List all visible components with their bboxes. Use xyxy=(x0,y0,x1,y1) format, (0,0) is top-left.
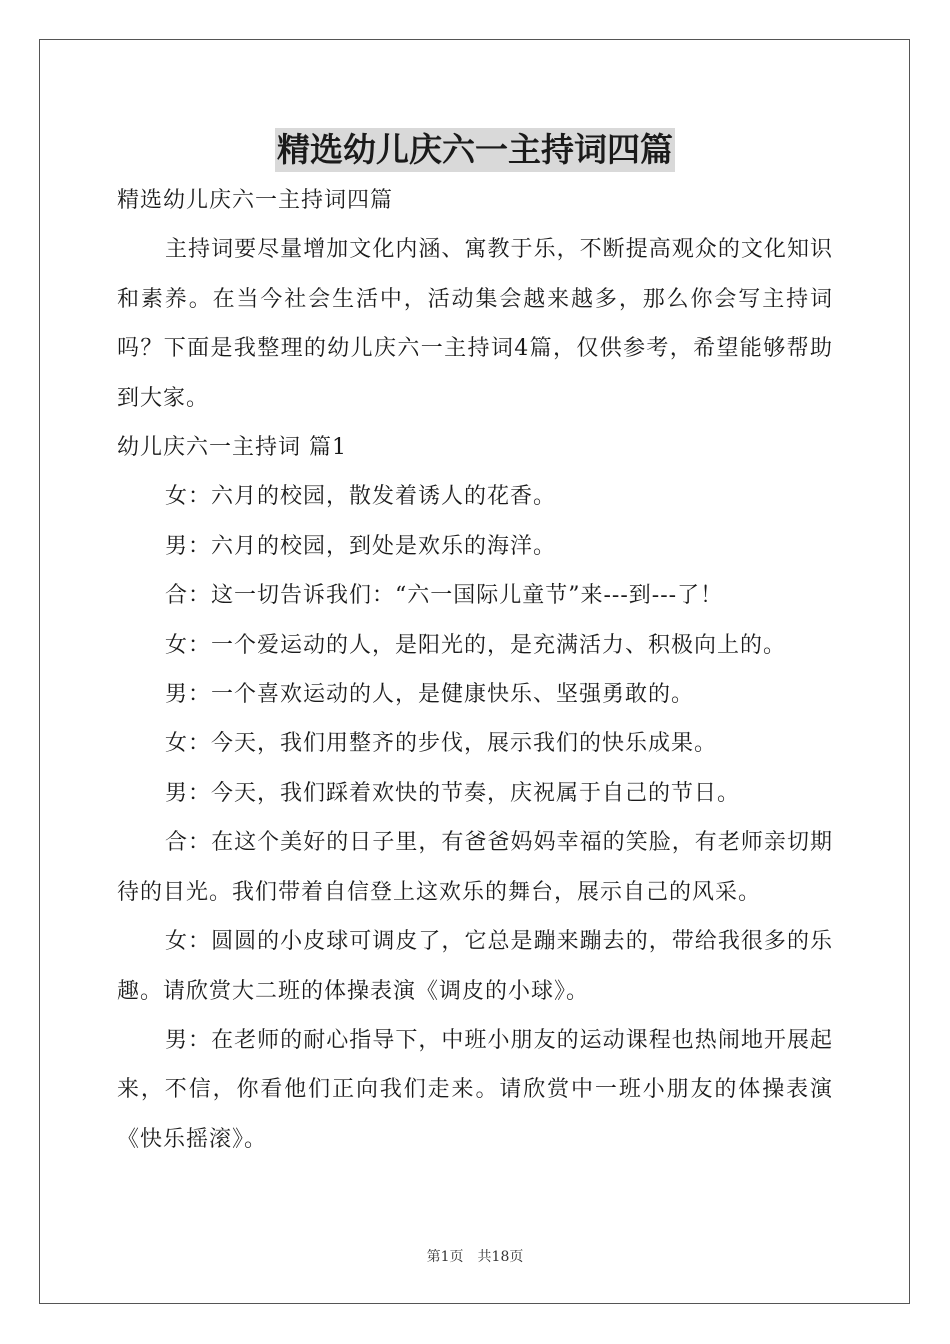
paragraph: 合：在这个美好的日子里，有爸爸妈妈幸福的笑脸，有老师亲切期待的目光。我们带着自信登上这欢乐的舞台，展示自己的风采。 xyxy=(117,830,833,905)
paragraph: 女：今天，我们用整齐的步伐，展示我们的快乐成果。 xyxy=(165,731,718,757)
document-title-text: 精选幼儿庆六一主持词四篇 xyxy=(275,128,675,172)
paragraph: 女：一个爱运动的人，是阳光的，是充满活力、积极向上的。 xyxy=(165,632,787,658)
paragraph: 女：六月的校园，散发着诱人的花香。 xyxy=(165,484,557,510)
page-footer: 第1页 共18页 xyxy=(426,1249,524,1265)
paragraph: 男：今天，我们踩着欢快的节奏，庆祝属于自己的节日。 xyxy=(165,780,741,806)
document-title xyxy=(0,126,950,174)
paragraph: 男：在老师的耐心指导下，中班小朋友的运动课程也热闹地开展起来，不信，你看他们正向我们走来。请欣赏中一班小朋友的体操表演《快乐摇滚》。 xyxy=(117,1027,833,1152)
paragraph-intro: 主持词要尽量增加文化内涵、寓教于乐，不断提高观众的文化知识和素养。在当今社会生活中，活动集会越来越多，那么你会写主持词吗？下面是我整理的幼儿庆六一主持词4篇，仅供参考，希望能够帮助到大家。 xyxy=(117,237,833,411)
document-body xyxy=(117,176,833,1164)
paragraph: 男：六月的校园，到处是欢乐的海洋。 xyxy=(165,533,557,559)
paragraph: 合：这一切告诉我们：“六一国际儿童节”来---到---了！ xyxy=(165,583,724,609)
paragraph: 女：圆圆的小皮球可调皮了，它总是蹦来蹦去的，带给我很多的乐趣。请欣赏大二班的体操表演《调皮的小球》。 xyxy=(117,929,833,1004)
paragraph: 男：一个喜欢运动的人，是健康快乐、坚强勇敢的。 xyxy=(165,682,695,708)
section-heading: 幼儿庆六一主持词 篇1 xyxy=(117,435,347,461)
paragraph-subtitle: 精选幼儿庆六一主持词四篇 xyxy=(117,188,394,213)
